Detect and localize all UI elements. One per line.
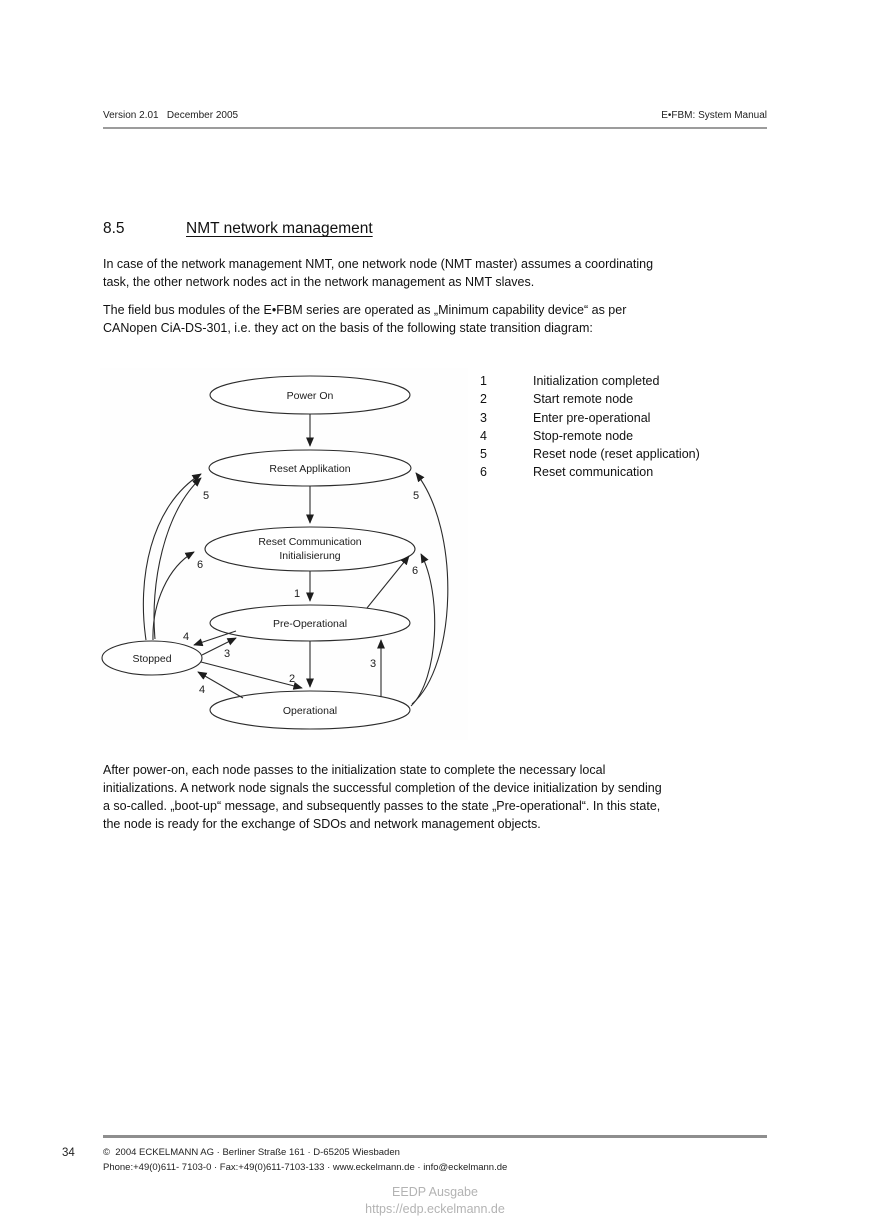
transition-legend — [480, 372, 700, 482]
label-initialisierung: Initialisierung — [279, 550, 341, 562]
paragraph-line: task, the other network nodes act in the network management as NMT slaves. — [103, 275, 535, 289]
paragraph-nmt-intro — [103, 255, 653, 291]
legend-item — [480, 445, 700, 463]
arrow-preop-to-stopped — [194, 631, 236, 645]
paragraph-line: In case of the network management NMT, one network node (NMT master) assumes a coordinating — [103, 257, 654, 271]
legend-label: Reset communication — [533, 465, 654, 480]
paragraph-line: the node is ready for the exchange of SDOs and network management objects. — [103, 817, 541, 831]
legend-number: 4 — [480, 428, 487, 443]
header-document-title: E•FBM: System Manual — [661, 110, 767, 121]
transition-label-3-right: 3 — [369, 658, 377, 670]
section-heading — [103, 220, 373, 238]
legend-item — [480, 427, 700, 445]
transition-label-1: 1 — [293, 588, 301, 600]
transition-number-labels — [183, 490, 419, 696]
legend-label: Initialization completed — [533, 374, 660, 388]
curve-left-to-resetapp-outer — [143, 474, 204, 640]
label-reset-communication: Reset Communication — [258, 536, 362, 548]
transition-label-4-upper: 4 — [182, 631, 190, 643]
section-number: 8.5 — [103, 220, 125, 237]
paragraph-line: The field bus modules of the E•FBM series are operated as „Minimum capability device“ as per — [103, 303, 627, 317]
arrow-stopped-to-operational — [201, 662, 302, 688]
label-power-on: Power On — [286, 390, 334, 402]
paragraph-bootup — [103, 761, 662, 833]
paragraph-fieldbus — [103, 301, 626, 337]
legend-item — [480, 372, 700, 390]
legend-label: Enter pre-operational — [533, 410, 651, 425]
transition-label-2: 2 — [288, 673, 296, 685]
page-number: 34 — [62, 1147, 75, 1159]
transition-label-5-right: 5 — [412, 490, 420, 502]
section-title: NMT network management — [186, 220, 373, 237]
footer-company-address: © 2004 ECKELMANN AG · Berliner Straße 161 · D-65205 Wiesbaden — [103, 1147, 400, 1158]
watermark-url: https://edp.eckelmann.de — [365, 1201, 505, 1216]
legend-number: 5 — [480, 447, 487, 462]
watermark — [0, 1184, 870, 1217]
label-stopped: Stopped — [132, 653, 172, 665]
legend-label: Start remote node — [533, 392, 634, 407]
legend-number: 6 — [480, 465, 487, 480]
label-operational: Operational — [282, 705, 338, 717]
transition-label-5-left: 5 — [202, 490, 210, 502]
transition-label-6-right: 6 — [411, 565, 419, 577]
legend-label: Stop-remote node — [533, 428, 634, 443]
curve-left-to-resetapp-inner — [154, 478, 204, 639]
header-rule — [103, 127, 767, 129]
state-transition-diagram — [100, 368, 468, 740]
paragraph-line: CANopen CiA-DS-301, i.e. they act on the basis of the following state transition diagram: — [103, 321, 593, 335]
footer-rule — [103, 1135, 767, 1138]
header-version-date: Version 2.01 December 2005 — [103, 110, 239, 121]
paragraph-line: a so-called. „boot-up“ message, and subsequently passes to the state „Pre-operational“. In this state, — [103, 799, 661, 813]
paragraph-line: initializations. A network node signals the successful completion of the device initialization by sending — [103, 781, 662, 795]
legend-label: Reset node (reset application) — [533, 447, 700, 462]
legend-number: 1 — [480, 374, 487, 388]
label-pre-operational: Pre-Operational — [272, 618, 348, 630]
state-transition-svg — [100, 368, 468, 740]
label-reset-application: Reset Applikation — [269, 463, 351, 475]
state-reset-communication — [205, 527, 415, 571]
legend-item — [480, 463, 700, 481]
transition-label-3-left: 3 — [223, 648, 231, 660]
transition-label-4-lower: 4 — [198, 684, 206, 696]
paragraph-line: After power-on, each node passes to the initialization state to complete the necessary local — [103, 763, 606, 777]
legend-number: 3 — [480, 410, 487, 425]
transition-label-6-left: 6 — [196, 559, 204, 571]
footer-contact-info: Phone:+49(0)611- 7103-0 · Fax:+49(0)611-7103-133 · www.eckelmann.de · info@eckelmann.de — [103, 1162, 508, 1173]
legend-item — [480, 390, 700, 408]
watermark-title: EEDP Ausgabe — [392, 1185, 478, 1199]
legend-item — [480, 409, 700, 427]
legend-number: 2 — [480, 392, 487, 407]
